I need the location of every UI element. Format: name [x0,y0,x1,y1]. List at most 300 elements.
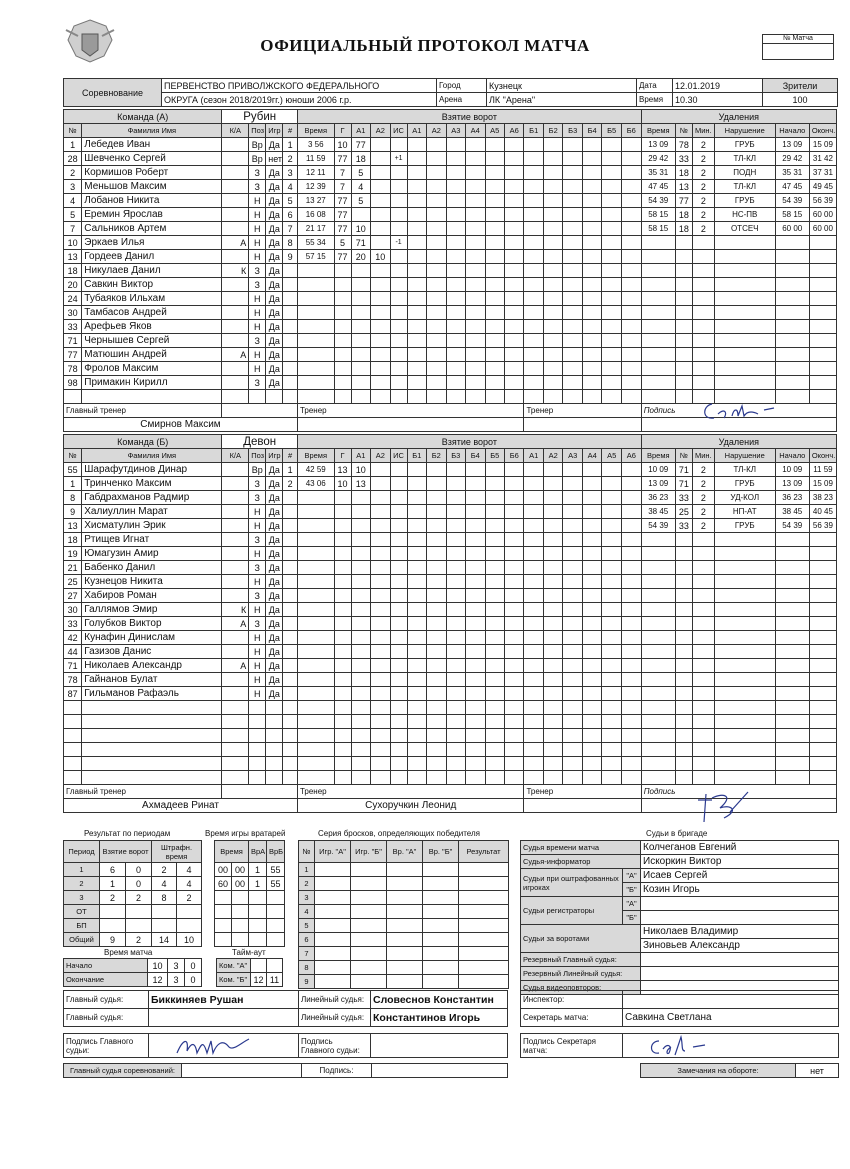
player-played: Да [266,292,283,306]
strength-cell [543,477,562,491]
period-pen-a [152,919,177,933]
goal-situation [390,505,407,519]
col-penalty: № [675,124,692,138]
penalty-violation [714,715,775,729]
strength-cell [602,673,621,687]
penalty-start: 47 45 [775,180,809,194]
strength-cell [563,250,582,264]
goal-scorer [334,561,351,575]
penalty-start [775,390,809,404]
penalty-violation: ТЛ-КЛ [714,180,775,194]
strength-cell [621,659,641,673]
strength-cell [485,505,504,519]
goal-number [283,320,298,334]
table-row [299,975,509,989]
penalty-end [809,306,836,320]
player-number: 10 [64,236,82,250]
table-row [299,863,509,877]
goal-scorer [334,645,351,659]
shootout-header: Вр. "А" [387,841,423,863]
penalty-player: 18 [675,166,692,180]
period-goals-b: 0 [126,863,152,877]
goal-scorer [334,264,351,278]
goal-situation [390,603,407,617]
strength-cell [485,376,504,390]
penalty-time [641,306,675,320]
penalty-player [675,715,692,729]
goal-situation [390,138,407,152]
player-number [64,390,82,404]
player-number: 71 [64,659,82,673]
penalty-violation: НП-АТ [714,505,775,519]
goal-time: 42 59 [297,463,334,477]
shootout-title: Серия бросков, определяющих победителя [318,829,480,838]
strength-cell [524,631,543,645]
strength-cell [563,743,582,757]
match-time-title: Время матча [104,948,153,957]
goalie-b: 55 [267,863,285,877]
strength-cell [543,320,562,334]
table-row [64,376,837,390]
player-number [64,743,82,757]
goal-situation [390,575,407,589]
period-pen-a: 14 [152,933,177,947]
penalty-minutes: 2 [692,166,714,180]
goal-scorer: 13 [334,463,351,477]
strength-cell [563,166,582,180]
strength-cell [427,348,446,362]
col-penalty: Время [641,449,675,463]
goal-assist-1 [351,715,370,729]
goal-situation [390,390,407,404]
strength-cell [505,757,524,771]
goal-assist-2 [371,575,390,589]
table-row [64,891,202,905]
player-captain: А [222,659,249,673]
strength-cell [563,631,582,645]
goal-situation [390,533,407,547]
penalty-player [675,603,692,617]
penalty-time [641,236,675,250]
strength-cell [446,208,465,222]
penalty-player [675,334,692,348]
strength-cell [427,362,446,376]
penalty-minutes: 2 [692,519,714,533]
goal-time [297,617,334,631]
player-position: Н [249,505,266,519]
strength-cell [505,463,524,477]
strength-cell [466,757,485,771]
penalty-minutes [692,292,714,306]
player-name: Тубаяков Ильхам [82,292,222,306]
player-number: 5 [64,208,82,222]
shootout-number: 5 [299,919,315,933]
strength-cell [505,477,524,491]
goal-situation [390,645,407,659]
strength-cell [407,278,426,292]
strength-cell [621,208,641,222]
strength-cell [621,729,641,743]
table-row [215,877,285,891]
shootout-header: Вр. "Б" [423,841,459,863]
strength-cell [466,729,485,743]
goal-time: 11 59 [297,152,334,166]
penalty-time [641,729,675,743]
strength-cell [407,264,426,278]
player-position [249,771,266,785]
player-played: Да [266,589,283,603]
strength-cell [582,477,601,491]
goal-time [297,687,334,701]
player-captain [222,362,249,376]
strength-cell [505,320,524,334]
col-a1: А1 [351,124,370,138]
shootout-cell [315,877,351,891]
strength-cell [485,631,504,645]
player-played [266,390,283,404]
strength-cell [485,519,504,533]
strength-cell [563,659,582,673]
table-row [299,961,509,975]
player-number: 28 [64,152,82,166]
strength-cell [485,208,504,222]
shootout-cell [459,891,509,905]
shootout-cell [387,947,423,961]
strength-cell [621,236,641,250]
strength-cell [524,236,543,250]
strength-cell [563,376,582,390]
strength-cell [524,603,543,617]
strength-cell [524,306,543,320]
player-played: Да [266,505,283,519]
strength-cell [621,292,641,306]
strength-cell [563,138,582,152]
strength-cell [505,519,524,533]
strength-cell [524,645,543,659]
strength-cell [466,617,485,631]
player-position: Н [249,208,266,222]
goal-situation [390,589,407,603]
table-row [64,306,837,320]
penalty-start: 58 15 [775,208,809,222]
strength-cell [543,547,562,561]
strength-cell [563,222,582,236]
player-captain [222,477,249,491]
strength-cell [602,603,621,617]
strength-cell [582,631,601,645]
goalie-b: 55 [267,877,285,891]
col-strength: А4 [466,124,485,138]
strength-cell [563,533,582,547]
player-played: Да [266,166,283,180]
goal-time [297,362,334,376]
penalty-start [775,250,809,264]
strength-cell [407,334,426,348]
penalty-player [675,306,692,320]
penalty-time [641,687,675,701]
goal-scorer: 77 [334,208,351,222]
goal-scorer [334,701,351,715]
penalty-start [775,306,809,320]
table-row [64,729,837,743]
goal-situation [390,659,407,673]
shootout-number: 4 [299,905,315,919]
strength-cell [621,477,641,491]
table-row [299,905,509,919]
strength-cell [621,306,641,320]
player-captain [222,222,249,236]
strength-cell [582,250,601,264]
player-position: З [249,264,266,278]
strength-cell [466,180,485,194]
strength-cell [582,771,601,785]
col-strength: А2 [427,124,446,138]
strength-cell [505,771,524,785]
goalie-a: 1 [249,877,267,891]
player-captain [222,631,249,645]
strength-cell [466,264,485,278]
penalty-end [809,771,836,785]
shootout-cell [423,947,459,961]
strength-cell [505,390,524,404]
strength-cell [524,180,543,194]
strength-cell [485,264,504,278]
strength-cell [485,236,504,250]
penalty-end [809,687,836,701]
goal-situation: -1 [390,236,407,250]
strength-cell [446,320,465,334]
head-referee-name: Биккиняев Рушан [149,991,299,1009]
col-strength: А5 [602,449,621,463]
player-position: З [249,180,266,194]
player-captain [222,673,249,687]
goal-number [283,306,298,320]
strength-cell [466,376,485,390]
col-strength: Б2 [543,124,562,138]
player-position [249,715,266,729]
goal-assist-2 [371,334,390,348]
player-captain [222,715,249,729]
penalty-violation [714,757,775,771]
goal-number: 1 [283,138,298,152]
goal-situation [390,250,407,264]
goal-time [297,505,334,519]
strength-cell [563,617,582,631]
strength-cell [427,673,446,687]
shootout-cell [423,933,459,947]
penalty-start [775,561,809,575]
strength-cell [524,757,543,771]
strength-cell [602,505,621,519]
informer-name: Искоркин Виктор [641,855,839,869]
penalty-minutes [692,631,714,645]
goal-scorer: 77 [334,222,351,236]
shootout-cell [351,961,387,975]
penalty-player [675,687,692,701]
shootout-cell [315,863,351,877]
strength-cell [407,603,426,617]
penalty-player: 18 [675,222,692,236]
table-row [64,771,837,785]
penalty-start [775,603,809,617]
goal-time [297,547,334,561]
goal-situation: +1 [390,152,407,166]
goal-situation [390,320,407,334]
strength-cell [563,208,582,222]
strength-cell [407,362,426,376]
penalty-time: 35 31 [641,166,675,180]
sign-secretary-label: Подпись Секретаря матча: [521,1034,623,1058]
period-name: 2 [64,877,100,891]
player-captain: А [222,348,249,362]
linesman-2-label: Линейный судья: [299,1009,371,1027]
strength-cell [563,589,582,603]
strength-cell [563,519,582,533]
goal-scorer [334,519,351,533]
goal-situation [390,673,407,687]
table-row [64,757,837,771]
strength-cell [407,194,426,208]
penalty-end [809,603,836,617]
player-number: 18 [64,533,82,547]
trainer-label: Тренер [297,785,524,799]
goals-header: Взятие ворот [297,435,641,449]
strength-cell [524,477,543,491]
player-number: 33 [64,617,82,631]
goalie-min [215,891,232,905]
shootout-cell [315,891,351,905]
goal-time [297,320,334,334]
strength-cell [621,166,641,180]
penalties-header: Удаления [641,110,836,124]
penalty-minutes [692,320,714,334]
penalty-violation: ПОДН [714,166,775,180]
table-row [64,152,837,166]
strength-cell [485,673,504,687]
player-name: Фролов Максим [82,362,222,376]
penalty-time [641,589,675,603]
strength-cell [407,180,426,194]
strength-cell [602,208,621,222]
trainer-2-label: Тренер [524,404,641,418]
period-pen-a: 2 [152,863,177,877]
period-goals-a: 9 [100,933,126,947]
strength-cell [543,617,562,631]
secretary-label: Секретарь матча: [521,1009,623,1027]
penalty-end: 15 09 [809,138,836,152]
goal-situation [390,376,407,390]
strength-cell [602,222,621,236]
player-name: Галлямов Эмир [82,603,222,617]
strength-cell [582,320,601,334]
strength-cell [427,729,446,743]
goal-assist-2 [371,166,390,180]
goal-situation [390,194,407,208]
table-row [64,905,202,919]
penalty-end [809,673,836,687]
penalty-violation: ТЛ-КЛ [714,463,775,477]
col-penalty: Начало [775,124,809,138]
strength-cell [524,390,543,404]
video-judge-label: Судья видеоповторов: [521,981,641,995]
goalie-b [267,933,285,947]
goal-number [283,673,298,687]
player-number [64,771,82,785]
col-play: Игр [266,124,283,138]
goal-assist-1 [351,533,370,547]
strength-cell [407,575,426,589]
linesman-1-label: Линейный судья: [299,991,371,1009]
strength-cell [602,194,621,208]
goal-assist-2 [371,362,390,376]
penalty-violation [714,589,775,603]
strength-cell [543,236,562,250]
strength-cell [602,589,621,603]
player-captain: К [222,603,249,617]
goal-number: 8 [283,236,298,250]
player-played: Да [266,306,283,320]
periods-table [63,840,202,947]
strength-cell [563,645,582,659]
penalty-minutes [692,533,714,547]
player-captain [222,194,249,208]
penalty-end [809,547,836,561]
strength-cell [505,376,524,390]
goal-situation [390,757,407,771]
goal-assist-1 [351,348,370,362]
penalty-time [641,659,675,673]
player-captain [222,138,249,152]
signature-table [63,1033,508,1058]
penalty-time [641,334,675,348]
goal-assist-2 [371,152,390,166]
player-number: 33 [64,320,82,334]
goalie-sec [232,905,249,919]
penalty-start [775,264,809,278]
strength-cell [543,278,562,292]
trainer-2-label: Тренер [524,785,641,799]
strength-cell [407,547,426,561]
goal-number [283,519,298,533]
player-played: Да [266,180,283,194]
period-pen-a: 4 [152,877,177,891]
goal-time: 13 27 [297,194,334,208]
strength-cell [427,505,446,519]
col-strength: Б1 [407,449,426,463]
strength-cell [407,645,426,659]
strength-cell [602,250,621,264]
penalty-violation [714,645,775,659]
goal-time [297,306,334,320]
player-played [266,729,283,743]
goal-number: 5 [283,194,298,208]
strength-cell [543,715,562,729]
strength-cell [466,138,485,152]
goal-number [283,589,298,603]
penalty-time [641,264,675,278]
player-position: Н [249,320,266,334]
shootout-cell [459,877,509,891]
head-referee-signature [149,1034,299,1058]
strength-cell [563,348,582,362]
player-number: 27 [64,589,82,603]
strength-cell [602,491,621,505]
penalty-minutes [692,362,714,376]
col-goal: Г [334,449,351,463]
goal-situation [390,519,407,533]
player-played: Да [266,631,283,645]
strength-cell [407,320,426,334]
